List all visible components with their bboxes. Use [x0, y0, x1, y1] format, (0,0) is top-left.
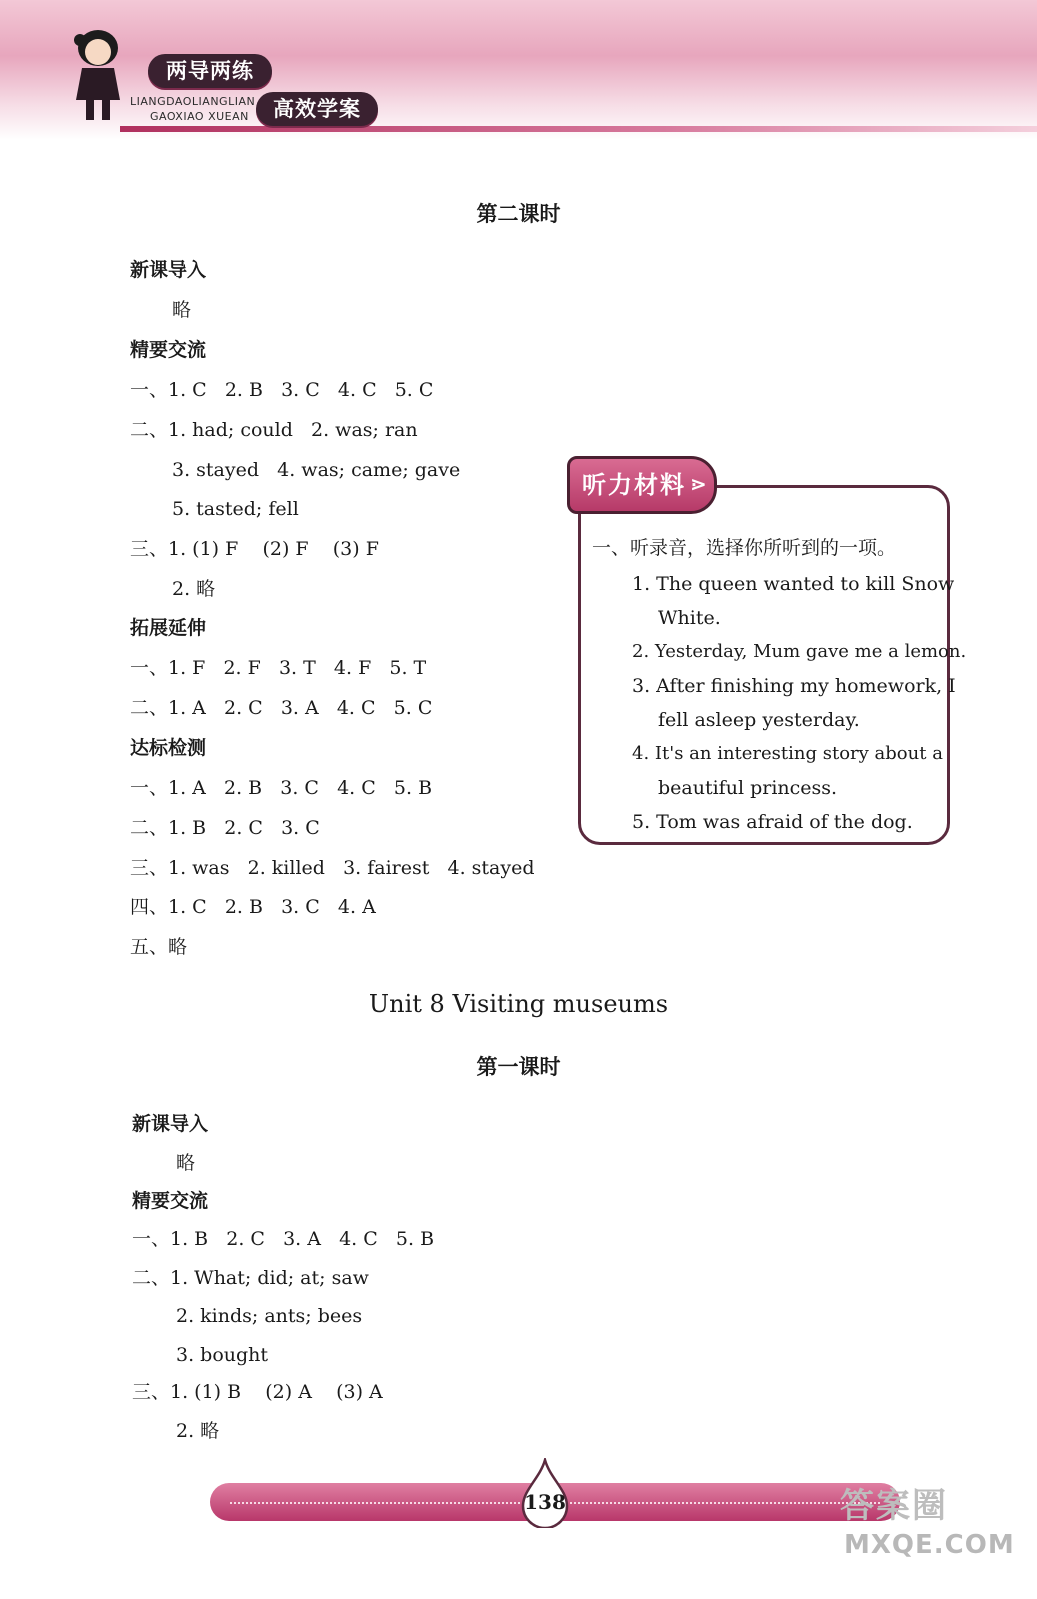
listening-line: 3. After finishing my homework, I [632, 675, 956, 697]
unit-title: Unit 8 Visiting museums [368, 990, 669, 1018]
brand-title-bottom: 高效学案 [256, 92, 378, 126]
listening-line: beautiful princess. [658, 777, 838, 799]
answer-line: 一、1. B 2. C 3. A 4. C 5. B [132, 1228, 435, 1250]
listening-material-tab: 听力材料 [567, 456, 717, 514]
listening-line: fell asleep yesterday. [658, 709, 860, 731]
heading-new-lesson: 新课导入 [132, 1113, 209, 1135]
listening-line: White. [658, 607, 721, 629]
arrow-right-icon: ⋗ [690, 472, 707, 496]
answer-line: 三、1. (1) B (2) A (3) A [132, 1381, 383, 1403]
answer-line: 五、略 [130, 936, 188, 958]
listening-line: 5. Tom was afraid of the dog. [632, 811, 913, 833]
heading-assessment: 达标检测 [130, 737, 207, 759]
heading-new-lesson: 新课导入 [130, 259, 207, 281]
watermark [840, 1478, 1020, 1578]
brand-latin-bottom: GAOXIAO XUEAN [150, 110, 249, 123]
answer-line: 四、1. C 2. B 3. C 4. A [130, 896, 376, 918]
answer-line: 二、1. had; could 2. was; ran [130, 419, 418, 441]
heading-key-exchange: 精要交流 [132, 1190, 209, 1212]
section-title-lesson-1: 第一课时 [476, 1054, 561, 1079]
answer-line: 略 [176, 1152, 196, 1174]
answer-line: 3. stayed 4. was; came; gave [172, 459, 461, 481]
answer-line: 2. 略 [172, 578, 216, 600]
answer-line: 一、1. F 2. F 3. T 4. F 5. T [130, 657, 427, 679]
answer-line: 3. bought [176, 1344, 269, 1366]
listening-line: 2. Yesterday, Mum gave me a lemon. [632, 641, 967, 662]
answer-line: 二、1. What; did; at; saw [132, 1267, 369, 1289]
brand-latin-top: LIANGDAOLIANGLIAN [130, 95, 256, 108]
answer-line: 三、1. (1) F (2) F (3) F [130, 538, 379, 560]
answer-line: 三、1. was 2. killed 3. fairest 4. stayed [130, 857, 535, 879]
listening-line: 4. It's an interesting story about a [632, 743, 943, 764]
section-title-lesson-2: 第二课时 [476, 201, 561, 226]
mascot-girl-icon [70, 28, 130, 128]
answer-line: 二、1. B 2. C 3. C [130, 817, 320, 839]
answer-line: 略 [172, 299, 192, 321]
answer-line: 二、1. A 2. C 3. A 4. C 5. C [130, 697, 433, 719]
answer-line: 一、1. A 2. B 3. C 4. C 5. B [130, 777, 433, 799]
heading-key-exchange: 精要交流 [130, 339, 207, 361]
heading-extension: 拓展延伸 [130, 617, 207, 639]
answer-line: 2. 略 [176, 1420, 220, 1442]
page-number: 138 [524, 1490, 566, 1514]
watermark-url: MXQE.COM [844, 1530, 1015, 1560]
answer-line: 5. tasted; fell [172, 498, 299, 520]
brand-title-top: 两导两练 [148, 54, 272, 88]
listening-line: 1. The queen wanted to kill Snow [632, 573, 955, 595]
answer-line: 一、1. C 2. B 3. C 4. C 5. C [130, 379, 434, 401]
answer-line: 2. kinds; ants; bees [176, 1305, 363, 1327]
watermark-text: 答案圈 [840, 1486, 948, 1526]
listening-heading: 一、听录音，选择你所听到的一项。 [592, 537, 897, 559]
